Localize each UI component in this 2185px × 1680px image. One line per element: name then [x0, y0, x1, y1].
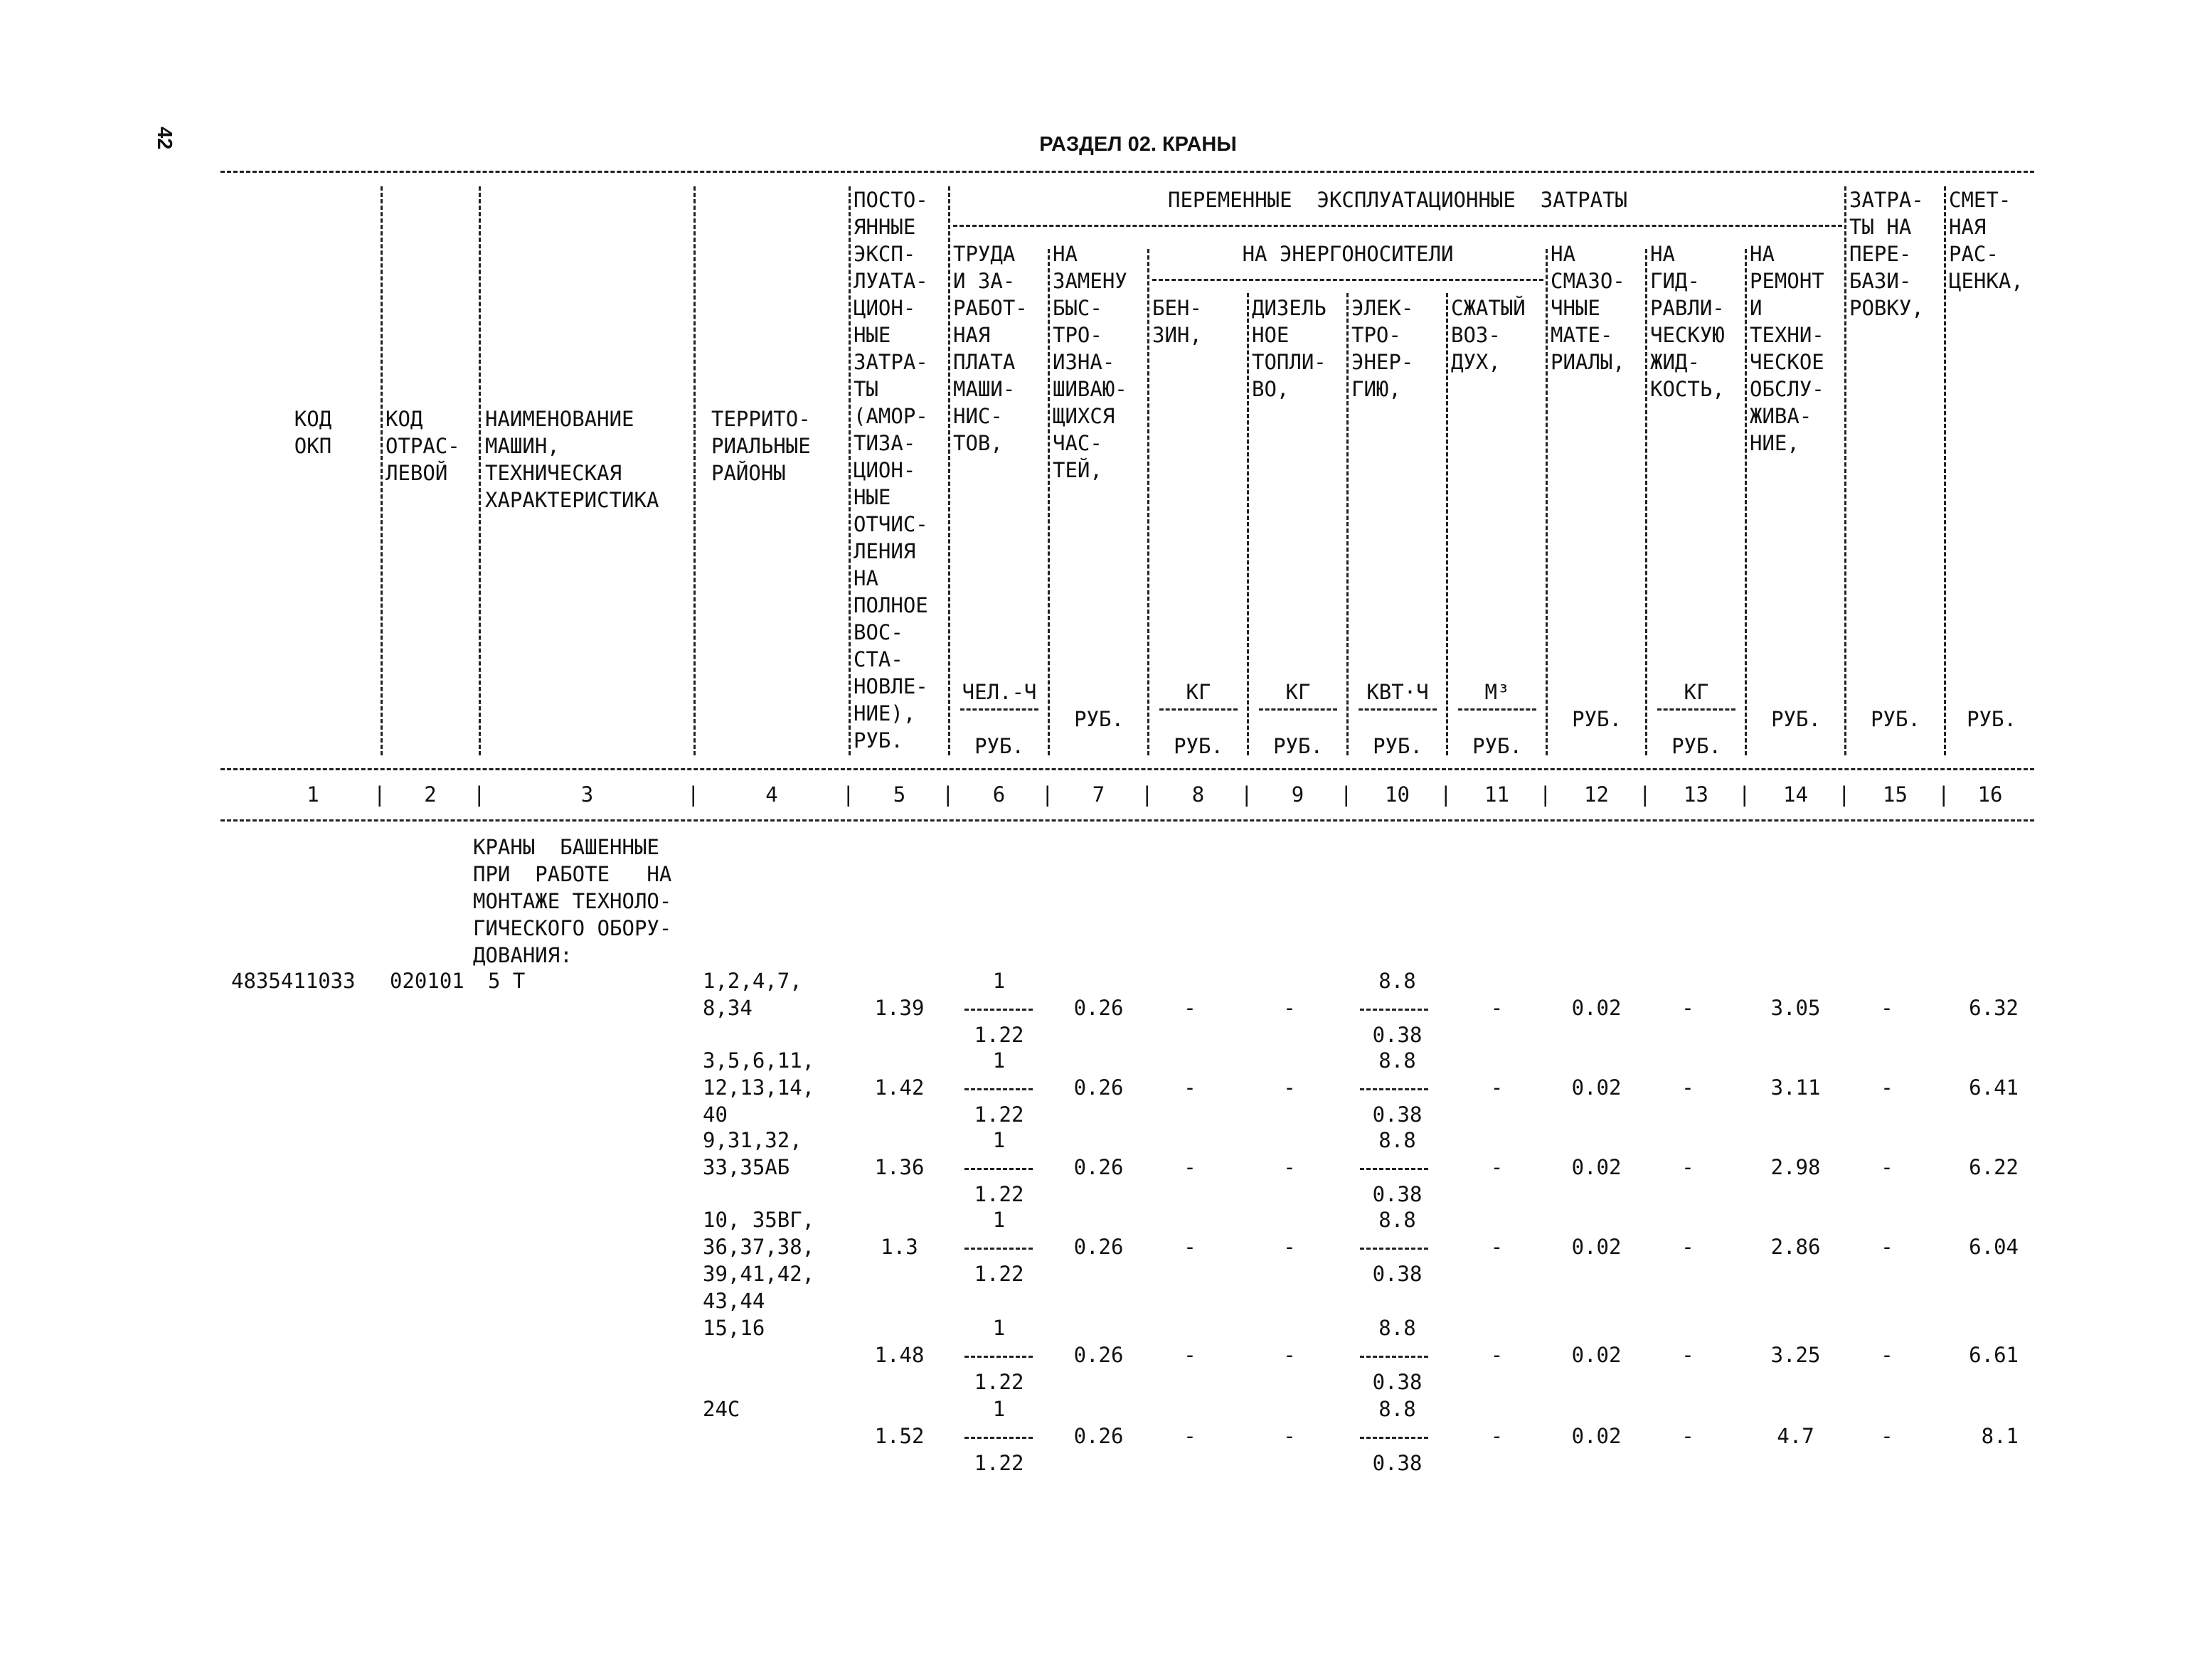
diesel: -: [1283, 1424, 1296, 1448]
section-heading: РАЗДЕЛ 02. КРАНЫ: [1039, 133, 1237, 156]
relocation-costs: -: [1881, 1155, 1893, 1179]
header-col8-unit-top: КГ: [1186, 680, 1211, 704]
electricity-kwh: 8.8: [1378, 1316, 1416, 1340]
electricity-kwh: 8.8: [1378, 969, 1416, 993]
repair-maintenance: 2.86: [1770, 1235, 1821, 1259]
relocation-costs: -: [1881, 996, 1893, 1020]
col-divider: [1048, 249, 1050, 755]
electricity-rub: 0.38: [1372, 1102, 1423, 1127]
electricity-kwh: 8.8: [1378, 1128, 1416, 1152]
territorial-regions: 24С: [703, 1397, 740, 1421]
col-divider: [693, 186, 696, 755]
petrol: -: [1184, 1235, 1196, 1259]
lubricants: 0.02: [1571, 1075, 1622, 1100]
electricity-rub: 0.38: [1372, 1370, 1423, 1394]
section-title: КРАНЫ БАШЕННЫЕ ПРИ РАБОТЕ НА МОНТАЖЕ ТЕХНОЛО- ГИЧЕСКОГО ОБОРУ- ДОВАНИЯ:: [473, 835, 672, 967]
header-col5: ПОСТО- ЯННЫЕ ЭКСП- ЛУАТА- ЦИОН- НЫЕ ЗАТРА- ТЫ (АМОР- ТИЗА- ЦИОН- НЫЕ ОТЧИС- ЛЕНИЯ НА ПОЛНОЕ ВОС- СТА- НОВЛЕ- НИЕ), РУБ.: [854, 188, 928, 753]
col-number-separators: |: [1141, 782, 1154, 807]
labor-hours: 1: [992, 1316, 1006, 1340]
header-col10-unit-bottom: РУБ.: [1373, 734, 1423, 758]
header-col6-unit-top: ЧЕЛ.-Ч: [962, 680, 1037, 704]
header-col6-unit-bottom: РУБ.: [974, 734, 1024, 758]
relocation-costs: -: [1881, 1235, 1893, 1259]
header-col7-unit: РУБ.: [1074, 707, 1124, 731]
fraction-rule: [964, 1088, 1033, 1090]
col-divider: [1446, 293, 1448, 755]
relocation-costs: -: [1881, 1343, 1893, 1367]
labor-hours: 1: [992, 1128, 1006, 1152]
lubricants: 0.02: [1571, 1235, 1622, 1259]
repair-maintenance: 3.25: [1770, 1343, 1821, 1367]
col-divider: [1546, 249, 1548, 755]
petrol: -: [1184, 1424, 1196, 1448]
col-divider: [381, 186, 383, 755]
diesel: -: [1283, 996, 1296, 1020]
header-energy-group: НА ЭНЕРГОНОСИТЕЛИ: [1242, 242, 1454, 266]
compressed-air: -: [1490, 996, 1504, 1020]
col-number-separators: |: [1838, 782, 1851, 807]
header-col2: КОД ОТРАС- ЛЕВОЙ: [386, 407, 460, 485]
fraction-rule: [1360, 1088, 1428, 1090]
col-number-separators: |: [842, 782, 855, 807]
col-number-separators: |: [1738, 782, 1751, 807]
territorial-regions: 15,16: [703, 1316, 765, 1340]
col-number: 2: [424, 782, 437, 807]
parts-replacement: 0.26: [1073, 1343, 1124, 1367]
col-number-separators: |: [1937, 782, 1950, 807]
item-name: 5 Т: [488, 969, 526, 993]
labor-hours: 1: [992, 969, 1006, 993]
header-col11: СЖАТЫЙ ВОЗ- ДУХ,: [1451, 296, 1526, 374]
repair-maintenance: 2.98: [1770, 1155, 1821, 1179]
compressed-air: -: [1490, 1075, 1504, 1100]
parts-replacement: 0.26: [1073, 1424, 1124, 1448]
header-col15-unit: РУБ.: [1871, 707, 1920, 731]
col-number-separators: |: [1639, 782, 1652, 807]
col-divider: [1147, 249, 1149, 755]
fraction-rule: [1360, 1356, 1428, 1358]
labor-rub: 1.22: [974, 1182, 1024, 1206]
constant-costs: 1.48: [874, 1343, 925, 1367]
electricity-rub: 0.38: [1372, 1262, 1423, 1286]
fraction-rule: [964, 1356, 1033, 1358]
hydraulic-fluid: -: [1681, 1343, 1694, 1367]
relocation-costs: -: [1881, 1424, 1893, 1448]
diesel: -: [1283, 1155, 1296, 1179]
compressed-air: -: [1490, 1424, 1504, 1448]
constant-costs: 1.52: [874, 1424, 925, 1448]
header-col8: БЕН- ЗИН,: [1152, 296, 1202, 347]
estimated-rate: 8.1: [1981, 1424, 2019, 1448]
col-number-separators: |: [1340, 782, 1353, 807]
header-col14-unit: РУБ.: [1771, 707, 1821, 731]
col-number: 8: [1191, 782, 1205, 807]
col-divider: [1247, 293, 1249, 755]
labor-rub: 1.22: [974, 1451, 1024, 1475]
electricity-rub: 0.38: [1372, 1023, 1423, 1047]
territorial-regions: 3,5,6,11, 12,13,14, 40: [703, 1048, 815, 1127]
number-row-bottom-rule: [220, 819, 2034, 822]
compressed-air: -: [1490, 1155, 1504, 1179]
header-col8-unit-bottom: РУБ.: [1174, 734, 1223, 758]
hydraulic-fluid: -: [1681, 1424, 1694, 1448]
fraction-rule: [964, 1168, 1033, 1170]
constant-costs: 1.42: [874, 1075, 925, 1100]
col9-unit-rule: [1259, 708, 1337, 711]
col-divider: [1645, 249, 1647, 755]
estimated-rate: 6.04: [1969, 1235, 2019, 1259]
parts-replacement: 0.26: [1073, 996, 1124, 1020]
header-col15: ЗАТРА- ТЫ НА ПЕРЕ- БАЗИ- РОВКУ,: [1849, 188, 1924, 320]
header-col16: СМЕТ- НАЯ РАС- ЦЕНКА,: [1949, 188, 2024, 293]
electricity-rub: 0.38: [1372, 1182, 1423, 1206]
compressed-air: -: [1490, 1343, 1504, 1367]
col-number-separators: |: [942, 782, 955, 807]
estimated-rate: 6.32: [1969, 996, 2019, 1020]
col-divider: [849, 186, 851, 755]
labor-rub: 1.22: [974, 1102, 1024, 1127]
col-number: 5: [893, 782, 906, 807]
header-col9-unit-bottom: РУБ.: [1273, 734, 1323, 758]
petrol: -: [1184, 996, 1196, 1020]
estimated-rate: 6.41: [1969, 1075, 2019, 1100]
col-number: 10: [1385, 782, 1410, 807]
header-col16-unit: РУБ.: [1967, 707, 2016, 731]
labor-rub: 1.22: [974, 1370, 1024, 1394]
estimated-rate: 6.61: [1969, 1343, 2019, 1367]
lubricants: 0.02: [1571, 1343, 1622, 1367]
petrol: -: [1184, 1155, 1196, 1179]
header-col3: НАИМЕНОВАНИЕ МАШИН, ТЕХНИЧЕСКАЯ ХАРАКТЕРИСТИКА: [485, 407, 659, 512]
diesel: -: [1283, 1343, 1296, 1367]
col-number-separators: |: [1440, 782, 1452, 807]
energy-group-rule: [1152, 279, 1543, 281]
fraction-rule: [1360, 1168, 1428, 1170]
fraction-rule: [1360, 1437, 1428, 1439]
col-number: 14: [1783, 782, 1808, 807]
col-number-separators: |: [1240, 782, 1253, 807]
col-number: 9: [1291, 782, 1304, 807]
territorial-regions: 10, 35ВГ, 36,37,38, 39,41,42, 43,44: [703, 1208, 815, 1313]
col-number: 6: [992, 782, 1006, 807]
compressed-air: -: [1490, 1235, 1504, 1259]
hydraulic-fluid: -: [1681, 1075, 1694, 1100]
header-col6: ТРУДА И ЗА- РАБОТ- НАЯ ПЛАТА МАШИ- НИС- ТОВ,: [953, 242, 1028, 455]
header-col13-unit-top: КГ: [1684, 680, 1709, 704]
relocation-costs: -: [1881, 1075, 1893, 1100]
constant-costs: 1.3: [881, 1235, 918, 1259]
diesel: -: [1283, 1235, 1296, 1259]
constant-costs: 1.39: [874, 996, 925, 1020]
header-col12-unit: РУБ.: [1572, 707, 1622, 731]
repair-maintenance: 3.05: [1770, 996, 1821, 1020]
col-number: 4: [765, 782, 778, 807]
parts-replacement: 0.26: [1073, 1075, 1124, 1100]
item-okp-code: 4835411033: [231, 969, 356, 993]
col-number-separators: |: [473, 782, 486, 807]
col8-unit-rule: [1159, 708, 1238, 711]
header-variable-group: ПЕРЕМЕННЫЕ ЭКСПЛУАТАЦИОННЫЕ ЗАТРАТЫ: [1167, 188, 1627, 212]
col-number-separators: |: [1539, 782, 1552, 807]
electricity-kwh: 8.8: [1378, 1208, 1416, 1232]
col-divider: [1844, 186, 1846, 755]
top-rule: [220, 171, 2034, 173]
col-divider: [1745, 249, 1747, 755]
lubricants: 0.02: [1571, 1424, 1622, 1448]
col-divider: [1346, 293, 1349, 755]
petrol: -: [1184, 1075, 1196, 1100]
electricity-rub: 0.38: [1372, 1451, 1423, 1475]
labor-hours: 1: [992, 1208, 1006, 1232]
labor-hours: 1: [992, 1048, 1006, 1073]
header-col13: НА ГИД- РАВЛИ- ЧЕСКУЮ ЖИД- КОСТЬ,: [1650, 242, 1725, 401]
col-number: 7: [1092, 782, 1105, 807]
col-number: 11: [1484, 782, 1509, 807]
header-col10: ЭЛЕК- ТРО- ЭНЕР- ГИЮ,: [1351, 296, 1414, 401]
electricity-kwh: 8.8: [1378, 1048, 1416, 1073]
col10-unit-rule: [1359, 708, 1437, 711]
page-number: 42: [153, 127, 176, 150]
labor-rub: 1.22: [974, 1023, 1024, 1047]
variable-group-rule: [953, 225, 1842, 227]
header-col1: КОД ОКП: [294, 407, 332, 458]
hydraulic-fluid: -: [1681, 996, 1694, 1020]
labor-hours: 1: [992, 1397, 1006, 1421]
header-col9: ДИЗЕЛЬ НОЕ ТОПЛИ- ВО,: [1252, 296, 1327, 401]
parts-replacement: 0.26: [1073, 1155, 1124, 1179]
territorial-regions: 1,2,4,7, 8,34: [703, 969, 802, 1020]
labor-rub: 1.22: [974, 1262, 1024, 1286]
col-number: 16: [1977, 782, 2003, 807]
header-col13-unit-bottom: РУБ.: [1671, 734, 1721, 758]
fraction-rule: [1360, 1009, 1428, 1011]
col-number: 12: [1584, 782, 1609, 807]
constant-costs: 1.36: [874, 1155, 925, 1179]
hydraulic-fluid: -: [1681, 1235, 1694, 1259]
col-number-separators: |: [1041, 782, 1054, 807]
col-number: 15: [1883, 782, 1908, 807]
fraction-rule: [1360, 1248, 1428, 1250]
col-number: 1: [307, 782, 319, 807]
col-divider: [1944, 186, 1946, 755]
fraction-rule: [964, 1248, 1033, 1250]
petrol: -: [1184, 1343, 1196, 1367]
territorial-regions: 9,31,32, 33,35АБ: [703, 1128, 802, 1179]
repair-maintenance: 3.11: [1770, 1075, 1821, 1100]
col11-unit-rule: [1458, 708, 1536, 711]
header-col12: НА СМАЗО- ЧНЫЕ МАТЕ- РИАЛЫ,: [1551, 242, 1625, 374]
col-number: 13: [1684, 782, 1708, 807]
hydraulic-fluid: -: [1681, 1155, 1694, 1179]
header-col9-unit-top: КГ: [1285, 680, 1311, 704]
header-col11-unit-bottom: РУБ.: [1472, 734, 1522, 758]
lubricants: 0.02: [1571, 996, 1622, 1020]
lubricants: 0.02: [1571, 1155, 1622, 1179]
header-col4: ТЕРРИТО- РИАЛЬНЫЕ РАЙОНЫ: [711, 407, 811, 485]
col-divider: [479, 186, 481, 755]
electricity-kwh: 8.8: [1378, 1397, 1416, 1421]
col6-unit-rule: [960, 708, 1038, 711]
estimated-rate: 6.22: [1969, 1155, 2019, 1179]
header-col7: НА ЗАМЕНУ БЫС- ТРО- ИЗНА- ШИВАЮ- ЩИХСЯ ЧАС- ТЕЙ,: [1053, 242, 1127, 482]
item-branch-code: 020101: [390, 969, 464, 993]
repair-maintenance: 4.7: [1777, 1424, 1814, 1448]
diesel: -: [1283, 1075, 1296, 1100]
header-col10-unit-top: КВТ·Ч: [1366, 680, 1429, 704]
col-number-separators: |: [687, 782, 700, 807]
fraction-rule: [964, 1009, 1033, 1011]
col-number: 3: [580, 782, 594, 807]
col13-unit-rule: [1657, 708, 1735, 711]
header-bottom-rule: [220, 768, 2034, 770]
header-col14: НА РЕМОНТ И ТЕХНИ- ЧЕСКОЕ ОБСЛУ- ЖИВА- НИЕ,: [1750, 242, 1824, 455]
col-number-separators: |: [373, 782, 386, 807]
header-col11-unit-top: М³: [1484, 680, 1510, 704]
col-divider: [948, 186, 950, 755]
fraction-rule: [964, 1437, 1033, 1439]
parts-replacement: 0.26: [1073, 1235, 1124, 1259]
